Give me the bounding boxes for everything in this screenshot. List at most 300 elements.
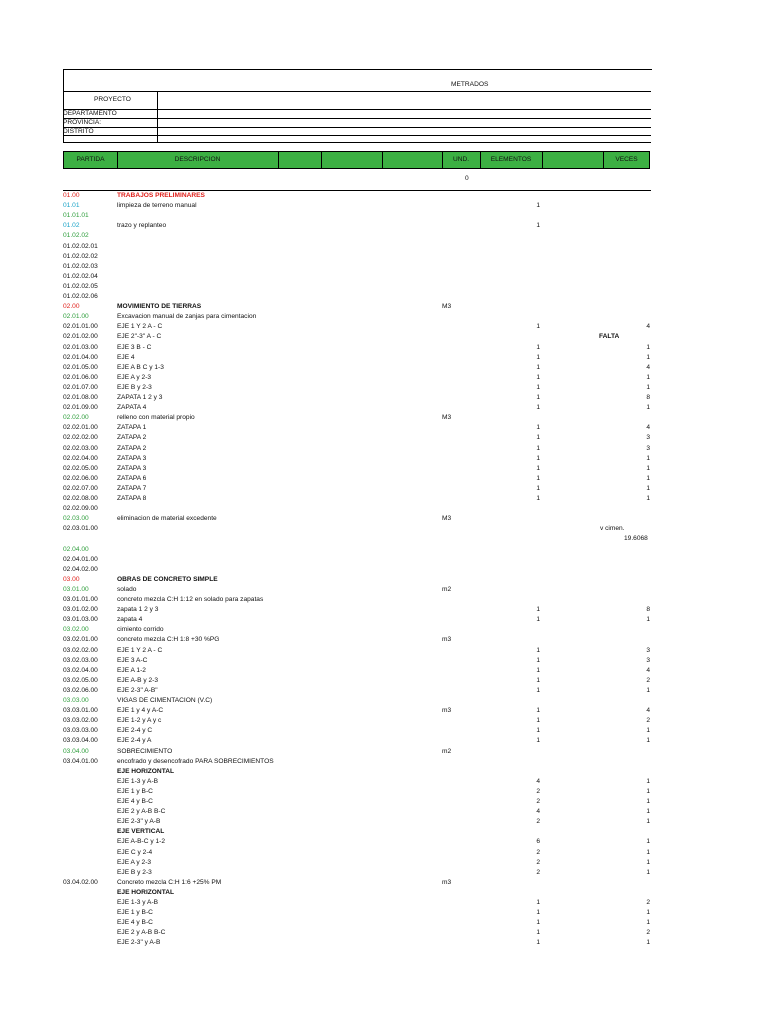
table-row [0,595,768,605]
descripcion-cell: EJE 2-4 y C [117,727,153,735]
descripcion-cell: EJE A y 2-3 [117,858,152,866]
descripcion-cell: EJE 2-3" y A-B [117,939,161,947]
table-row [0,676,768,686]
table-row [0,524,768,534]
descripcion-cell: EJE 2 y A-B B-C [117,929,166,937]
table-row [0,858,768,868]
table-row [0,898,768,908]
elementos-cell: 1 [536,686,540,694]
descripcion-cell: EJE A-B y 2-3 [117,676,159,684]
descripcion-cell: EJE 2-3" y A-B [117,818,161,826]
table-row [0,474,768,484]
partida-cell: 01.02.02 [63,232,89,240]
veces-cell: 8 [646,394,650,401]
table-row [0,494,768,504]
col-header-und: UND. [452,156,470,163]
table-row [0,353,768,363]
table-row [0,797,768,807]
partida-cell: 01.02.02.02 [63,252,98,260]
note-cell: FALTA [599,333,620,341]
descripcion-cell: EJE 1-3 y A-B [117,899,159,906]
table-row [0,454,768,464]
descripcion-cell: EJE HORIZONTAL [117,767,175,775]
und-cell: M3 [442,515,452,523]
table-row [0,423,768,433]
partida-cell: 03.01.02.00 [63,606,98,614]
elementos-cell: 1 [536,383,540,391]
partida-cell: 01.02.02.06 [63,293,98,300]
veces-cell: 2 [646,676,650,684]
elementos-cell: 1 [536,495,540,502]
partida-cell: 02.04.02.00 [63,565,98,573]
partida-cell: 02.01.04.00 [63,353,98,361]
descripcion-cell: ZATAPA 3 [117,454,147,462]
veces-cell: 1 [646,464,650,472]
elementos-cell: 1 [536,919,540,927]
elementos-cell: 1 [536,202,540,210]
descripcion-cell: EJE 1 Y 2 A - C [117,646,163,654]
partida-cell: 03.03.02.00 [63,717,98,725]
table-row [0,706,768,716]
table-row [0,848,768,858]
veces-cell: 1 [646,798,650,805]
partida-cell: 02.00 [63,303,80,311]
partida-cell: 02.02.08.00 [63,495,98,502]
descripcion-cell: EJE 4 y B-C [117,919,153,927]
table-row [0,726,768,736]
table-row [0,807,768,817]
partida-cell: 03.02.02.00 [63,646,98,654]
elementos-cell: 2 [536,798,540,805]
descripcion-cell: ZATAPA 3 [117,464,147,472]
veces-cell: 4 [646,323,650,331]
veces-cell: 1 [646,383,650,391]
descripcion-cell: zapata 4 [117,616,143,624]
table-row [0,767,768,777]
descripcion-cell: Excavacion manual de zanjas para cimentacion [117,313,257,321]
partida-cell: 01.02.02.04 [63,272,98,280]
descripcion-cell: EJE 2-3" A-B" [117,686,158,694]
partida-cell: 02.04.01.00 [63,555,98,563]
table-row [0,545,768,555]
descripcion-cell: EJE VERTICAL [117,828,165,836]
elementos-cell: 1 [536,727,540,735]
partida-cell: 02.02.01.00 [63,424,98,432]
table-row [0,787,768,797]
descripcion-cell: SOBRECIMIENTO [117,747,173,755]
partida-cell: 02.01.07.00 [63,383,98,391]
col-header-descripcion: DESCRIPCION [174,156,221,163]
table-row [0,615,768,625]
partida-cell: 03.02.00 [63,626,89,634]
header-divider [63,91,651,92]
table-row [0,757,768,767]
partida-cell: 02.02.02.00 [63,434,98,442]
table-row [0,827,768,837]
veces-cell: 1 [646,484,650,492]
descripcion-cell: Concreto mezcla C:H 1:6 +25% PM [117,878,222,886]
elementos-cell: 1 [536,717,540,725]
descripcion-cell: ZATAPA 7 [117,484,147,492]
veces-cell: 1 [646,909,650,917]
table-row [0,242,768,252]
descripcion-cell: concreto mezcla C:H 1:12 en solado para zapatas [117,596,264,603]
header-divider [63,118,651,119]
header-divider [63,142,651,143]
elementos-cell: 1 [536,939,540,947]
veces-cell: 1 [646,787,650,795]
elementos-cell: 1 [536,222,540,230]
partida-cell: 03.03.03.00 [63,727,98,735]
veces-cell: 1 [646,848,650,856]
departamento-label: DEPARTAMENTO [63,110,117,117]
elementos-cell: 1 [536,434,540,442]
partida-cell: 02.02.05.00 [63,464,98,472]
veces-cell: 1 [646,686,650,694]
veces-cell: 1 [646,474,650,482]
elementos-cell: 1 [536,484,540,492]
table-row [0,747,768,757]
descripcion-cell: EJE 1 Y 2 A - C [117,323,163,331]
table-row [0,262,768,272]
elementos-cell: 1 [536,343,540,351]
table-row [0,605,768,615]
partida-cell: 03.02.01.00 [63,636,98,644]
table-row [0,878,768,888]
descripcion-cell: ZAPATA 4 [117,404,147,412]
table-row [0,373,768,383]
elementos-cell: 2 [536,848,540,856]
veces-cell: 1 [646,919,650,927]
table-row [0,938,768,948]
descripcion-cell: zapata 1 2 y 3 [117,606,159,614]
elementos-cell: 1 [536,656,540,664]
table-row [0,686,768,696]
partida-cell: 03.01.00 [63,585,89,593]
header-divider [157,91,158,142]
partida-cell: 02.01.00 [63,313,89,321]
elementos-cell: 1 [536,737,540,745]
table-row [0,464,768,474]
descripcion-cell: EJE A B C y 1-3 [117,363,164,371]
partida-cell: 03.01.03.00 [63,616,98,624]
elementos-cell: 1 [536,323,540,331]
partida-cell: 02.02.09.00 [63,505,98,513]
elementos-cell: 1 [536,363,540,371]
descripcion-cell: relleno con material propio [117,414,195,422]
elementos-cell: 2 [536,868,540,876]
partida-cell: 03.01.01.00 [63,596,98,603]
veces-cell: 3 [646,444,650,452]
veces-cell: 1 [646,818,650,826]
elementos-cell: 2 [536,818,540,826]
veces-cell: 4 [646,707,650,715]
und-cell: m3 [442,707,452,715]
veces-cell: 1 [646,343,650,351]
elementos-cell: 1 [536,394,540,401]
note-value-cell: 19.6068 [624,535,648,543]
col-header-elementos: ELEMENTOS [490,156,532,163]
descripcion-cell: EJE B y 2-3 [117,868,152,876]
document-title: METRADOS [451,81,489,88]
partida-cell: 01.01.01 [63,212,89,220]
elementos-cell: 1 [536,646,540,654]
descripcion-cell: eliminacion de material excedente [117,515,217,523]
table-row [0,646,768,656]
veces-cell: 1 [646,353,650,361]
table-row [0,363,768,373]
partida-cell: 02.01.08.00 [63,394,98,401]
header-divider [63,135,651,136]
table-row [0,888,768,898]
partida-cell: 02.01.05.00 [63,363,98,371]
partida-cell: 03.03.04.00 [63,737,98,745]
descripcion-cell: EJE C y 2-4 [117,848,153,856]
descripcion-cell: ZATAPA 6 [117,474,147,482]
elementos-cell: 1 [536,454,540,462]
elementos-cell: 1 [536,444,540,452]
partida-cell: 01.02 [63,222,80,230]
veces-cell: 1 [646,808,650,816]
partida-cell: 01.00 [63,192,80,199]
table-row [0,343,768,353]
descripcion-cell: EJE 2 y A-B B-C [117,808,166,816]
descripcion-cell: ZATAPA 2 [117,434,147,442]
veces-cell: 1 [646,404,650,412]
descripcion-cell: EJE A 1-2 [117,666,146,674]
table-row [0,666,768,676]
table-row [0,635,768,645]
elementos-cell: 1 [536,666,540,674]
veces-cell: 2 [646,899,650,906]
partida-cell: 03.02.03.00 [63,656,98,664]
table-row [0,403,768,413]
partida-cell: 03.04.01.00 [63,757,98,765]
elementos-cell: 1 [536,373,540,381]
header-divider [63,109,651,110]
elementos-cell: 1 [536,404,540,412]
descripcion-cell: EJE 3 B - C [117,343,152,351]
table-row [0,585,768,595]
table-row [0,575,768,585]
descripcion-cell: EJE B y 2-3 [117,383,152,391]
partida-cell: 02.03.01.00 [63,525,98,533]
table-row [0,817,768,827]
elementos-cell: 1 [536,616,540,624]
elementos-cell: 1 [536,909,540,917]
descripcion-cell: EJE 1 y B-C [117,909,153,917]
veces-cell: 1 [646,454,650,462]
elementos-cell: 4 [536,808,540,816]
table-row [0,231,768,241]
veces-cell: 4 [646,666,650,674]
partida-cell: 01.02.02.03 [63,262,98,270]
elementos-cell: 6 [536,838,540,846]
table-row [0,191,768,201]
table-row [0,908,768,918]
veces-cell: 1 [646,616,650,624]
descripcion-cell: VIGAS DE CIMENTACION (V.C) [117,697,213,704]
descripcion-cell: EJE A-B-C y 1-2 [117,838,166,846]
table-row [0,292,768,302]
elementos-cell: 1 [536,899,540,906]
descripcion-cell: cimiento corrido [117,626,164,634]
elementos-cell: 1 [536,474,540,482]
partida-cell: 02.02.04.00 [63,454,98,462]
descripcion-cell: concreto mezcla C:H 1:8 +30 %PG [117,636,220,644]
veces-cell: 2 [646,717,650,725]
table-row [0,211,768,221]
und-cell: m3 [442,878,452,886]
partida-cell: 02.03.00 [63,515,89,523]
table-row [0,272,768,282]
descripcion-cell: EJE HORIZONTAL [117,888,175,896]
table-row [0,393,768,403]
veces-cell: 1 [646,838,650,846]
provincia-label: PROVINCIA: [63,119,102,126]
partida-cell: 03.04.02.00 [63,878,98,886]
und-cell: M3 [442,303,452,311]
partida-cell: 02.01.03.00 [63,343,98,351]
descripcion-cell: ZATAPA 8 [117,495,147,502]
elementos-cell: 1 [536,929,540,937]
veces-cell: 1 [646,858,650,866]
elementos-cell: 1 [536,353,540,361]
veces-cell: 1 [646,373,650,381]
partida-cell: 01.01 [63,202,80,210]
descripcion-cell: MOVIMIENTO DE TIERRAS [117,303,202,311]
veces-cell: 1 [646,495,650,502]
table-row [0,332,768,342]
veces-cell: 1 [646,777,650,785]
descripcion-cell: TRABAJOS PRELIMINARES [117,192,205,199]
partida-cell: 03.02.05.00 [63,676,98,684]
table-row [0,201,768,211]
und-cell: M3 [442,414,452,422]
partida-cell: 02.02.06.00 [63,474,98,482]
elementos-cell: 2 [536,787,540,795]
elementos-cell: 4 [536,777,540,785]
partida-cell: 02.01.01.00 [63,323,98,331]
table-row [0,322,768,332]
descripcion-cell: EJE 1-2 y A y c [117,717,162,725]
distrito-label: DISTRITO [63,128,94,135]
descripcion-cell: encofrado y desencofrado PARA SOBRECIMIENTOS [117,757,274,765]
proyecto-label: PROYECTO [94,96,131,103]
descripcion-cell: EJE 4 y B-C [117,798,153,805]
veces-cell: 4 [646,363,650,371]
table-row [0,484,768,494]
und-cell: m2 [442,585,452,593]
table-row [0,514,768,524]
veces-cell: 3 [646,656,650,664]
table-row [0,221,768,231]
partida-cell: 03.02.06.00 [63,686,98,694]
veces-cell: 3 [646,646,650,654]
table-row [0,413,768,423]
table-row [0,777,768,787]
elementos-cell: 1 [536,606,540,614]
descripcion-cell: EJE 2"-3" A - C [117,333,162,341]
table-row [0,625,768,635]
veces-cell: 1 [646,727,650,735]
descripcion-cell: EJE 2-4 y A [117,737,152,745]
descripcion-cell: EJE 4 [117,353,135,361]
partida-cell: 02.01.06.00 [63,373,98,381]
veces-cell: 1 [646,939,650,947]
veces-cell: 2 [646,929,650,937]
partida-cell: 02.02.07.00 [63,484,98,492]
table-row [0,716,768,726]
table-row [0,312,768,322]
descripcion-cell: EJE A y 2-3 [117,373,152,381]
partida-cell: 02.04.00 [63,545,89,553]
veces-cell: 3 [646,434,650,442]
table-row [0,696,768,706]
partida-cell: 03.02.04.00 [63,666,98,674]
elementos-cell: 1 [536,707,540,715]
partida-cell: 02.01.02.00 [63,333,98,341]
col-header-veces: VECES [615,156,638,163]
table-row [0,282,768,292]
header-divider [63,127,651,128]
table-row [0,504,768,514]
partida-cell: 03.03.00 [63,697,89,704]
note-cell: v cimen. [600,525,625,533]
col-header-partida: PARTIDA [76,156,105,163]
table-row [0,555,768,565]
partida-cell: 02.01.09.00 [63,404,98,412]
partida-cell: 01.02.02.05 [63,282,98,290]
partida-cell: 03.03.01.00 [63,707,98,715]
elementos-cell: 1 [536,676,540,684]
veces-cell: 1 [646,868,650,876]
table-row [0,918,768,928]
table-row [0,252,768,262]
column-header-bar [63,151,650,169]
table-row [0,383,768,393]
zero-value: 0 [465,175,469,182]
descripcion-cell: EJE 1 y 4 y A-C [117,707,164,715]
elementos-cell: 1 [536,464,540,472]
table-row [0,565,768,575]
partida-cell: 01.02.02.01 [63,242,98,250]
partida-cell: 03.04.00 [63,747,89,755]
table-row [0,444,768,454]
table-row [0,868,768,878]
veces-cell: 8 [646,606,650,614]
descripcion-cell: solado [117,585,137,593]
partida-cell: 02.02.03.00 [63,444,98,452]
descripcion-cell: ZATAPA 2 [117,444,147,452]
veces-cell: 4 [646,424,650,432]
elementos-cell: 2 [536,858,540,866]
elementos-cell: 1 [536,424,540,432]
und-cell: m3 [442,636,452,644]
table-row [0,534,768,544]
table-row [0,433,768,443]
descripcion-cell: EJE 3 A-C [117,656,148,664]
descripcion-cell: trazo y replanteo [117,222,167,230]
table-row [0,837,768,847]
descripcion-cell: ZATAPA 1 [117,424,147,432]
partida-cell: 02.02.00 [63,414,89,422]
descripcion-cell: ZAPATA 1 2 y 3 [117,394,163,401]
table-row [0,928,768,938]
veces-cell: 1 [646,737,650,745]
header-box [63,69,652,143]
table-row [0,656,768,666]
